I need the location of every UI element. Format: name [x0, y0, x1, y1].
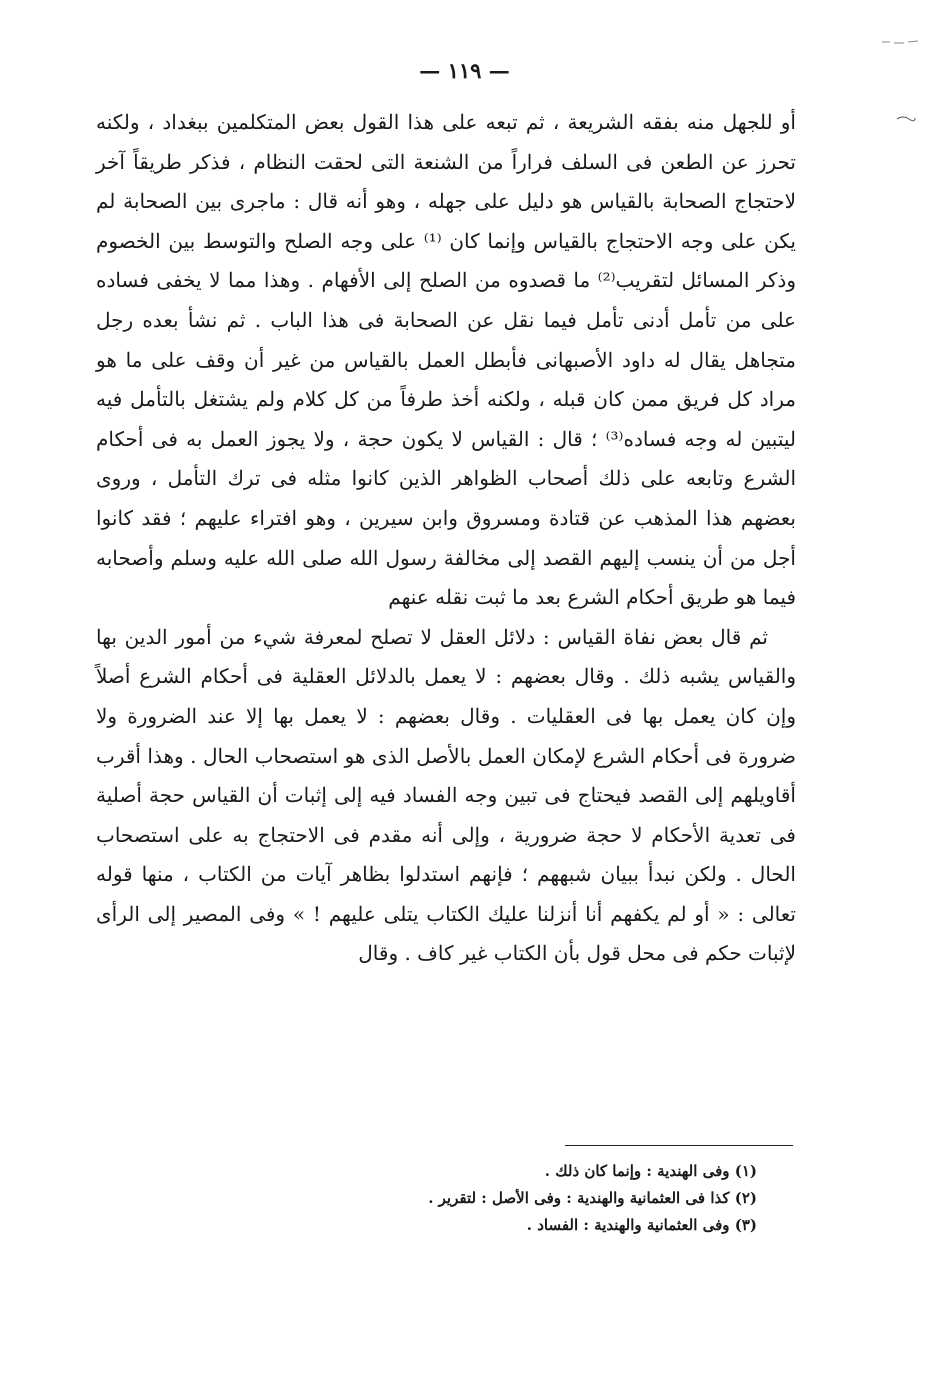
paragraph: ثم قال بعض نفاة القياس : دلائل العقل لا تصلح لمعرفة شيء من أمور الدين بها والقياس يشبه ذلك . وقال بعضهم : لا يعمل بالدلائل العقلية فى أحكام الشرع أصلاً وإن كان يعمل بها فى العقليات . وقال بعضهم : لا يعمل بها إلا عند الضرورة ولا ضرورة فى أحكام الشرع لإمكان العمل بالأصل الذى هو استصحاب الحال . وهذا أقرب أقاويلهم إلى القصد فيحتاج فى تبين وجه الفساد فيه إلى إثبات أن القياس حجة أصلية فى تعدية الأحكام لا حجة ضرورية ، وإلى أنه مقدم فى الاحتجاج به على استصحاب الحال . ولكن نبدأ ببيان شبههم ؛ فإنهم استدلوا بظاهر آيات من الكتاب ، منها قوله تعالى : « أو لم يكفهم أنا أنزلنا عليك الكتاب يتلى عليهم ! » وفى المصير إلى الرأى لإثبات حكم فى محل قول بأن الكتاب غير كاف . وقال	[96, 624, 796, 966]
footnotes	[157, 1158, 757, 1239]
paragraph: أو للجهل منه بفقه الشريعة ، ثم تبعه على هذا القول بعض المتكلمين ببغداد ، ولكنه تحرز عن الطعن فى السلف فراراً من الشنعة التى لحقت النظام ، فذكر طريقاً آخر لاحتجاج الصحابة بالقياس هو دليل على جهله ، وهو أنه قال : ماجرى بين الصحابة لم يكن على وجه الاحتجاج بالقياس وإنما كان ⁽¹⁾ على وجه الصلح والتوسط بين الخصوم وذكر المسائل لتقريب⁽²⁾ ما قصدوه من الصلح إلى الأفهام . وهذا مما لا يخفى فساده على من تأمل أدنى تأمل فيما نقل عن الصحابة فى هذا الباب . ثم نشأ بعده رجل متجاهل يقال له داود الأصبهانى فأبطل العمل بالقياس من غير أن وقف على ما هو مراد كل فريق ممن كان قبله ، ولكنه أخذ طرفاً من كل كلام ولم يشتغل بالتأمل فيه ليتبين له وجه فساده⁽³⁾ ؛ قال : القياس لا يكون حجة ، ولا يجوز العمل به فى أحكام الشرع وتابعه على ذلك أصحاب الظواهر الذين كانوا مثله فى ترك التأمل ، وروى بعضهم هذا المذهب عن قتادة ومسروق وابن سيرين ، وهو افتراء عليهم ؛ فقد كانوا أجل من أن ينسب إليهم القصد إلى مخالفة رسول الله صلى الله عليه وسلم وأصحابه فيما هو طريق أحكام الشرع بعد ما ثبت نقله عنهم	[96, 110, 797, 610]
footnote: (٢) كذا فى العثمانية والهندية : وفى الأصل : لتقرير .	[428, 1189, 757, 1207]
body-text	[96, 103, 796, 974]
margin-mark	[895, 108, 917, 118]
page-number: — ١١٩ —	[419, 58, 510, 83]
footnote: (٣) وفى العثمانية والهندية : الفساد .	[526, 1216, 757, 1234]
footnote-separator	[565, 1145, 793, 1146]
scan-mark	[880, 32, 920, 42]
footnote: (١) وفى الهندية : وإنما كان ذلك .	[544, 1162, 757, 1180]
